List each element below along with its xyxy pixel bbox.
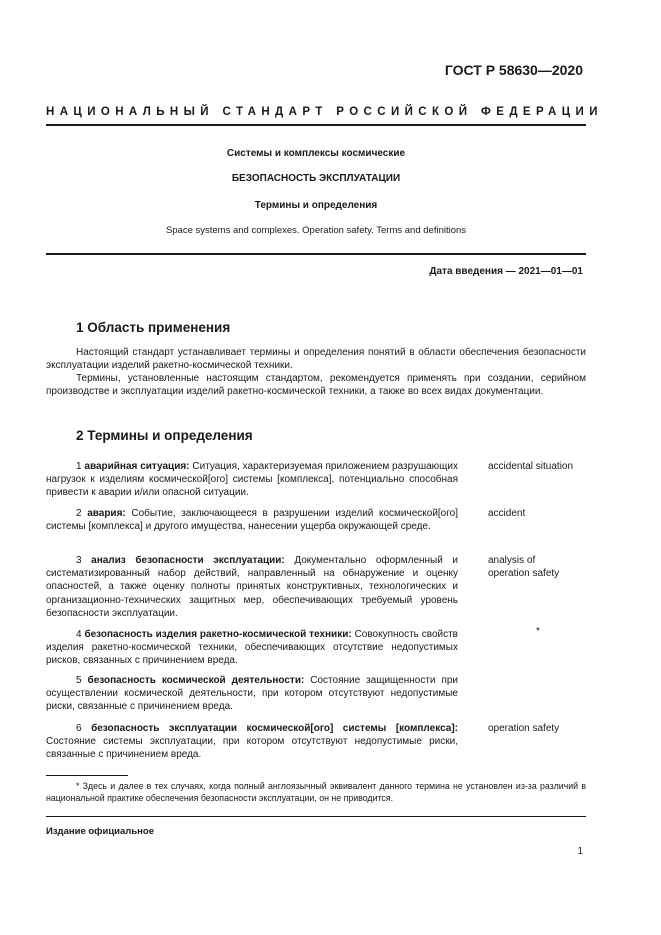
term-definition: Событие, заключающееся в разрушении изделий космической[ого] системы [комплекса] и другого имущества, нанесении ущерба окружающей среде. — [46, 508, 459, 533]
top-rule — [46, 124, 586, 126]
term-english-3: analysis of operation safety — [488, 555, 560, 580]
term-entry-1: 1 аварийная ситуация: Ситуация, характеризуемая приложением разрушающих нагрузок к изделиям космической[ого] системы [комплекса], потенциально способная привести к аварии и/или опасной ситуации. — [46, 461, 458, 499]
term-entry-4: 4 безопасность изделия ракетно-космической техники: Совокупность свойств изделия ракетно-космической техники, обеспечивающих отсутствие недопустимых рисков, связанных с причинением вреда. — [46, 629, 458, 667]
section-2-heading: 2 Термины и определения — [76, 428, 253, 443]
term-definition: Ситуация, характеризуемая приложением разрушающих нагрузок к изделиям космической[ого] системы [комплекса], потенциально способная привести к аварии и/или опасной ситуации. — [46, 461, 458, 499]
term-name: авария: — [87, 508, 126, 519]
term-definition: Состояние защищенности при осуществлении космической деятельности, при котором отсутствуют недопустимые риски, связанные с причинением вреда. — [46, 675, 459, 713]
subject-title: Системы и комплексы космические — [226, 148, 406, 159]
term-definition: Состояние системы эксплуатации, при котором отсутствуют недопустимые риски, связанные с причинением вреда. — [46, 736, 458, 761]
term-name: безопасность эксплуатации космической[ого] системы [комплекса]: — [91, 723, 458, 734]
footnote-marker: * — [536, 626, 540, 637]
page-number: 1 — [577, 846, 583, 857]
term-english-1: accidental situation — [488, 461, 574, 472]
term-entry-3: 3 анализ безопасности эксплуатации: Документально оформленный и систематизированный набор действий, направленный на обнаружение и оценку опасностей, а также оценку полноты принятых конструктивных, технологических и организационно-технических защитных мер, обеспечивающих требуемый уровень безопасности эксплуатации. — [46, 555, 458, 619]
term-name: безопасность космической деятельности: — [87, 675, 305, 686]
footnote-text: * Здесь и далее в тех случаях, когда полный англоязычный эквивалент данного термина не установлен из-за различий в национальной практике обеспечения безопасности эксплуатации, он не приводится. — [46, 781, 586, 803]
section-1-heading: 1 Область применения — [76, 320, 231, 335]
term-english-6: operation safety — [488, 723, 560, 734]
edition-label: Издание официальное — [46, 826, 154, 837]
title-rule — [46, 253, 586, 255]
term-definition: Совокупность свойств изделия ракетно-космической техники, обеспечивающих отсутствие недопустимых рисков, связанных с причинением вреда. — [46, 629, 458, 667]
term-entry-2: 2 авария: Событие, заключающееся в разрушении изделий космической[ого] системы [комплекса] и другого имущества, нанесении ущерба окружающей среде. — [46, 508, 459, 533]
term-definition: Документально оформленный и систематизированный набор действий, направленный на обнаружение и оценку опасностей, а также оценку полноты принятых конструктивных, технологических и организационно-технических защитных мер, обеспечивающих требуемый уровень безопасности эксплуатации. — [46, 555, 458, 619]
footnote — [46, 780, 586, 804]
term-name: анализ безопасности эксплуатации: — [91, 555, 285, 566]
english-title: Space systems and complexes. Operation safety. Terms and definitions — [165, 225, 467, 236]
term-entry-5: 5 безопасность космической деятельности: Состояние защищенности при осуществлении космической деятельности, при котором отсутствуют недопустимые риски, связанные с причинением вреда. — [46, 675, 459, 713]
sub-title: Термины и определения — [254, 200, 378, 211]
term-name: аварийная ситуация: — [84, 461, 190, 472]
scope-paragraph: Термины, установленные настоящим стандартом, рекомендуется применять при создании, серийном производстве и эксплуатации изделий ракетно-космической техники, а также во всех видах документации. — [46, 373, 586, 397]
effective-date: Дата введения — 2021—01—01 — [429, 266, 583, 277]
term-name: безопасность изделия ракетно-космической техники: — [84, 629, 352, 640]
national-standard-banner: НАЦИОНАЛЬНЫЙ СТАНДАРТ РОССИЙСКОЙ ФЕДЕРАЦИИ — [46, 106, 603, 118]
main-title: БЕЗОПАСНОСТЬ ЭКСПЛУАТАЦИИ — [231, 173, 401, 184]
footnote-rule — [46, 775, 128, 776]
footer-rule — [46, 816, 586, 817]
scope-paragraph: Настоящий стандарт устанавливает термины и определения понятий в области обеспечения безопасности эксплуатации изделий ракетно-космической техники. — [46, 347, 586, 371]
term-entry-6: 6 безопасность эксплуатации космической[ого] системы [комплекса]: Состояние системы эксплуатации, при котором отсутствуют недопустимые риски, связанные с причинением вреда. — [46, 723, 458, 761]
standard-code: ГОСТ Р 58630—2020 — [444, 62, 583, 78]
term-english-2: accident — [488, 508, 526, 519]
section-1-body — [46, 346, 586, 398]
